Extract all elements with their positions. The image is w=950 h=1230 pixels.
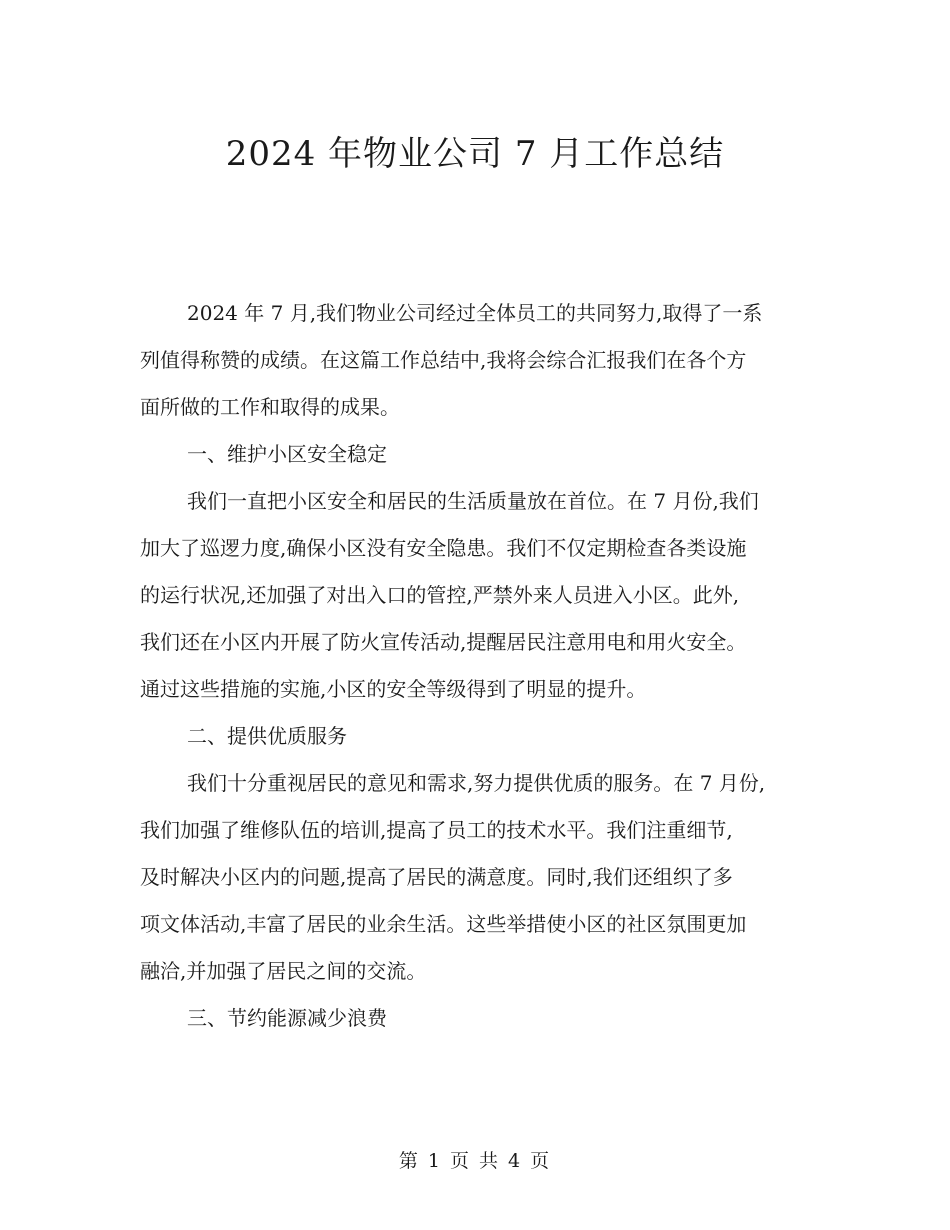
paragraph-intro-line-1: 2024 年 7 月,我们物业公司经过全体员工的共同努力,取得了一系 (187, 301, 763, 325)
document-body (140, 290, 812, 1042)
page-footer: 第 1 页 共 4 页 (398, 1150, 552, 1172)
paragraph-security-line-5: 通过这些措施的实施,小区的安全等级得到了明显的提升。 (140, 677, 647, 701)
section-heading-energy: 三、节约能源减少浪费 (187, 1006, 387, 1030)
paragraph-security-line-1: 我们一直把小区安全和居民的生活质量放在首位。在 7 月份,我们 (187, 489, 759, 513)
document-title: 2024 年物业公司 7 月工作总结 (225, 134, 725, 174)
section-heading-service: 二、提供优质服务 (187, 724, 347, 748)
section-heading-security: 一、维护小区安全稳定 (187, 442, 387, 466)
paragraph-intro-line-2: 列值得称赞的成绩。在这篇工作总结中,我将会综合汇报我们在各个方 (140, 348, 747, 372)
paragraph-intro-line-3: 面所做的工作和取得的成果。 (140, 395, 400, 419)
paragraph-security-line-2: 加大了巡逻力度,确保小区没有安全隐患。我们不仅定期检查各类设施 (140, 536, 747, 560)
paragraph-security-line-3: 的运行状况,还加强了对出入口的管控,严禁外来人员进入小区。此外, (140, 583, 740, 607)
paragraph-service-line-4: 项文体活动,丰富了居民的业余生活。这些举措使小区的社区氛围更加 (140, 912, 747, 936)
paragraph-service-line-2: 我们加强了维修队伍的培训,提高了员工的技术水平。我们注重细节, (140, 818, 733, 842)
paragraph-security-line-4: 我们还在小区内开展了防火宣传活动,提醒居民注意用电和用火安全。 (140, 630, 747, 654)
paragraph-service-line-3: 及时解决小区内的问题,提高了居民的满意度。同时,我们还组织了多 (140, 865, 733, 889)
paragraph-service-line-5: 融洽,并加强了居民之间的交流。 (140, 959, 427, 983)
paragraph-service-line-1: 我们十分重视居民的意见和需求,努力提供优质的服务。在 7 月份, (187, 771, 766, 795)
